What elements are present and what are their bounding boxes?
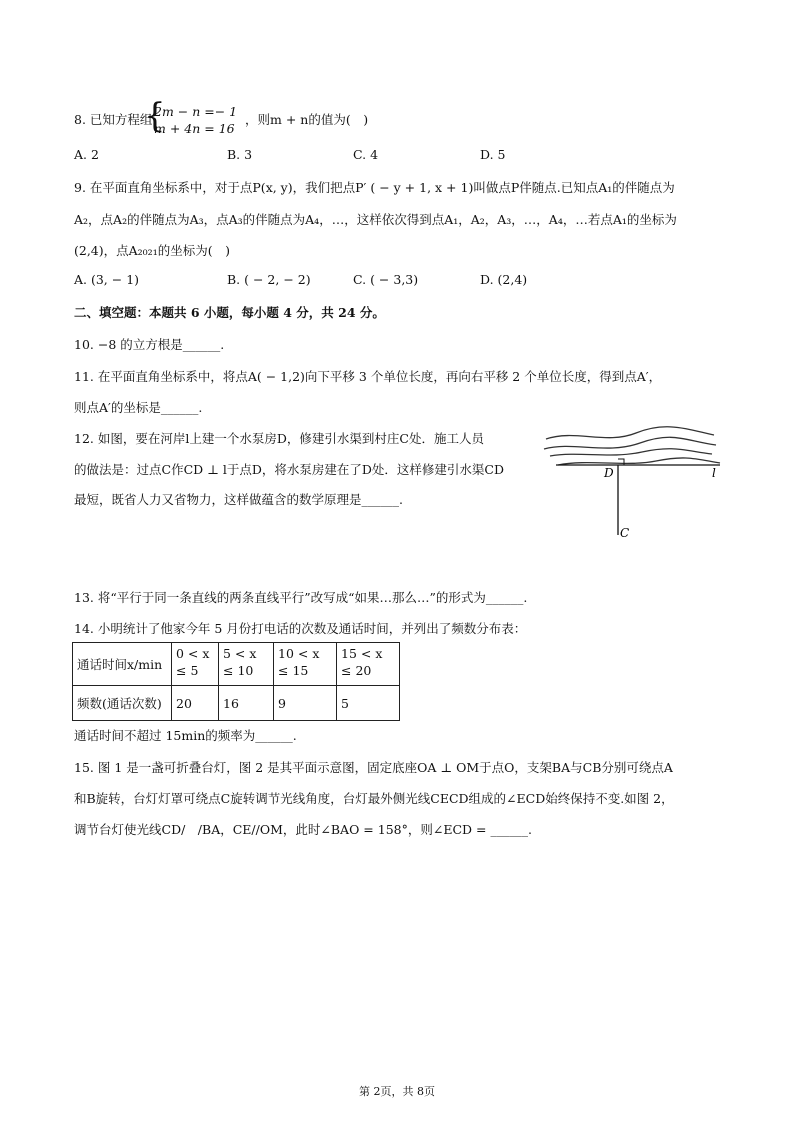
table-cell: 频数(通话次数) [73, 686, 172, 721]
river-wave-4 [558, 458, 720, 465]
q8-option-a: A. 2 [74, 147, 99, 162]
river-wave-3 [550, 449, 712, 456]
frequency-table [72, 642, 400, 721]
q14-question: 通话时间不超过 15min的频率为______. [74, 728, 297, 743]
q9-option-b: B. ( − 2, − 2) [227, 272, 311, 287]
river-wave-2 [544, 437, 716, 449]
q9-option-d: D. (2,4) [480, 272, 528, 287]
q8-option-d: D. 5 [480, 147, 506, 162]
brace-icon: { [144, 96, 166, 136]
q15-line-3: 调节台灯使光线CD/ /BA，CE//OM，此时∠BAO = 158°，则∠ECD = ______. [74, 822, 532, 837]
q12-line-3: 最短，既省人力又省物力，这样做蕴含的数学原理是______. [74, 492, 403, 507]
river-figure [536, 425, 728, 545]
q8-option-c: C. 4 [353, 147, 379, 162]
table-cell: 20 [172, 686, 219, 721]
label-c: C [620, 526, 630, 540]
q8-stem [74, 110, 152, 128]
table-header-cell: 5 < x ≤ 10 [219, 643, 274, 686]
q15-line-1: 15. 图 1 是一盏可折叠台灯，图 2 是其平面示意图，固定底座OA ⊥ OM于点O，支架BA与CB分别可绕点A [74, 760, 673, 775]
table-header-cell: 通话时间x/min [73, 643, 172, 686]
river-wave-1 [546, 427, 714, 439]
label-l: l [712, 466, 716, 480]
table-cell: 16 [219, 686, 274, 721]
section-2-heading: 二、填空题：本题共 6 小题，每小题 4 分，共 24 分。 [74, 305, 385, 320]
q9-line-3: (2,4)，点A₂₀₂₁的坐标为( ) [74, 243, 230, 258]
q11-line-1: 11. 在平面直角坐标系中，将点A( − 1,2)向下平移 3 个单位长度，再向右平移 2 个单位长度，得到点A′， [74, 369, 662, 384]
table-cell: 5 [337, 686, 400, 721]
table-cell: 9 [274, 686, 337, 721]
q9-option-c: C. ( − 3,3) [353, 272, 419, 287]
equation-2: m + 4n = 16 [154, 121, 235, 136]
q12-line-1: 12. 如图，要在河岸l上建一个水泵房D，修建引水渠到村庄C处．施工人员 [74, 431, 484, 446]
q9-line-1: 9. 在平面直角坐标系中，对于点P(x, y)，我们把点P′ ( − y + 1, x + 1)叫做点P伴随点.已知点A₁的伴随点为 [74, 180, 675, 195]
table-header-row [73, 643, 400, 686]
q8-suffix: ，则m + n的值为( ) [245, 112, 369, 127]
q15-line-2: 和B旋转，台灯灯罩可绕点C旋转调节光线角度，台灯最外侧光线CECD组成的∠ECD始终保持不变.如图 2， [74, 791, 674, 806]
q10-text: 10. −8 的立方根是______. [74, 337, 225, 352]
equation-1: 2m − n =− 1 [154, 104, 238, 119]
q9-line-2: A₂，点A₂的伴随点为A₃，点A₃的伴随点为A₄，…，这样依次得到点A₁，A₂，A₃，…，A₄，…若点A₁的坐标为 [74, 212, 677, 227]
page-number: 第 2页，共 8页 [359, 1085, 435, 1098]
q8-option-b: B. 3 [227, 147, 253, 162]
label-d: D [604, 466, 614, 480]
q8-prefix: 8. 已知方程组 [74, 112, 153, 127]
table-header-cell: 10 < x ≤ 15 [274, 643, 337, 686]
table-header-cell: 15 < x ≤ 20 [337, 643, 400, 686]
q9-option-a: A. (3, − 1) [74, 272, 140, 287]
q13-text: 13. 将“平行于同一条直线的两条直线平行”改写成“如果…那么…”的形式为______. [74, 590, 528, 605]
q14-intro: 14. 小明统计了他家今年 5 月份打电话的次数及通话时间，并列出了频数分布表： [74, 621, 527, 636]
equation-system [154, 103, 237, 137]
table-row [73, 686, 400, 721]
table-header-cell: 0 < x ≤ 5 [172, 643, 219, 686]
right-angle-mark [618, 459, 624, 465]
q12-line-2: 的做法是：过点C作CD ⊥ l于点D，将水泵房建在了D处．这样修建引水渠CD [74, 462, 504, 477]
q11-line-2: 则点A′的坐标是______. [74, 400, 203, 415]
